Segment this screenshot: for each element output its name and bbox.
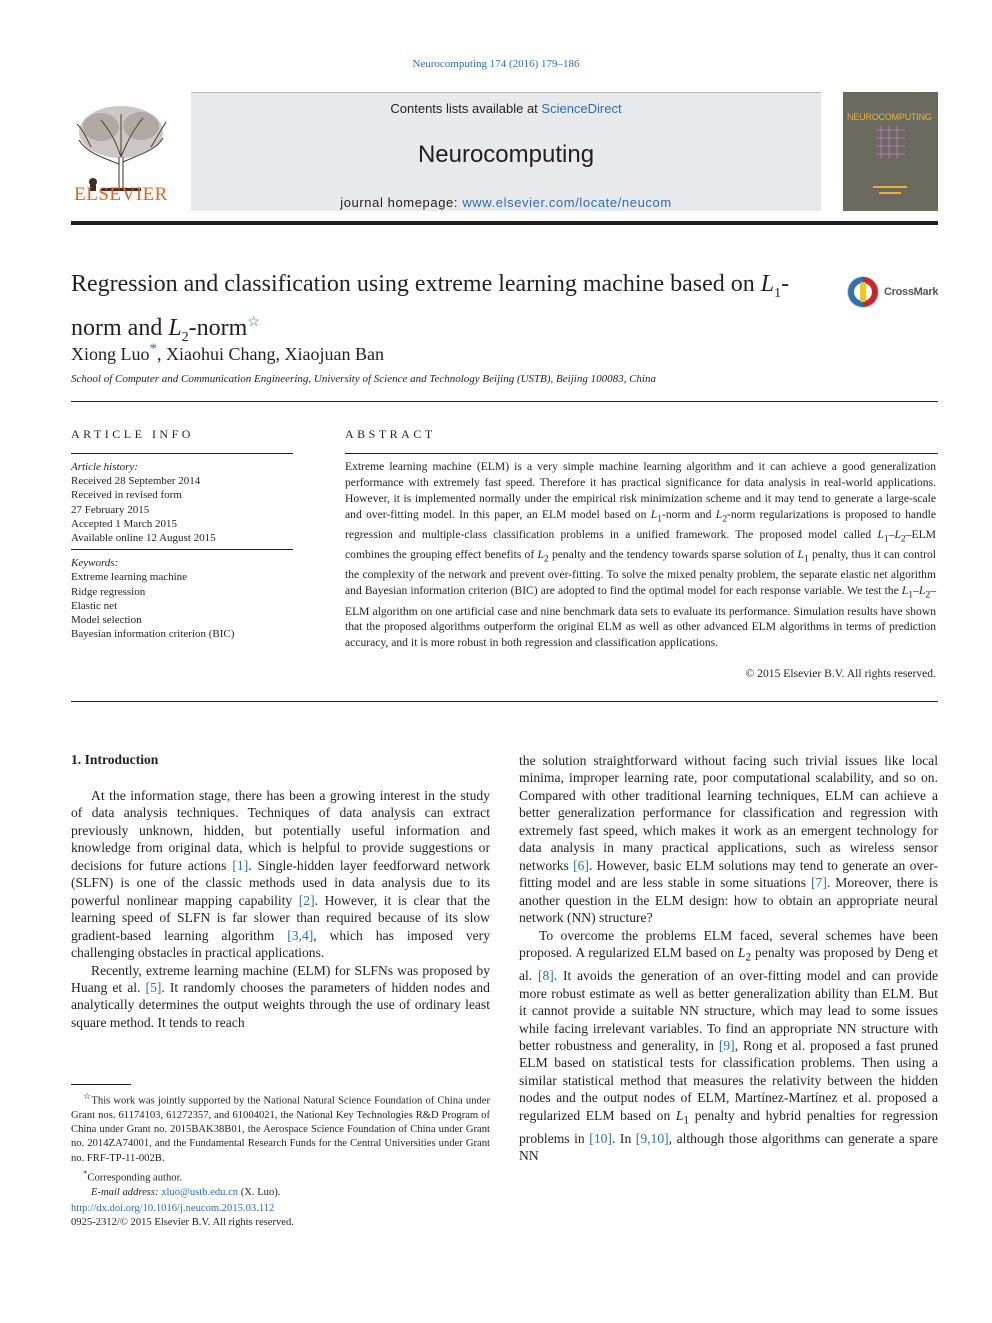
article-title	[71, 270, 831, 352]
history-item: Accepted 1 March 2015	[71, 517, 177, 530]
article-info-rule	[71, 453, 293, 454]
issn-line: 0925-2312/© 2015 Elsevier B.V. All rights reserved.	[71, 1217, 294, 1229]
cover-pattern-icon	[843, 92, 938, 211]
affiliation: School of Computer and Communication Engineering, University of Science and Technology Beijing (USTB), Beijing 100083, China	[71, 373, 656, 385]
citation-link[interactable]: [10]	[589, 1130, 612, 1146]
history-label: Article history:	[71, 461, 138, 473]
footnote-rule	[71, 1084, 131, 1085]
keyword: Extreme learning machine	[71, 571, 188, 584]
title-footnote-star[interactable]: ☆	[247, 314, 260, 330]
email-link[interactable]: xluo@ustb.edu.cn	[161, 1186, 239, 1198]
citation-link[interactable]: [8]	[537, 968, 554, 984]
title-part2: -norm and	[71, 271, 790, 341]
cover-title: NEUROCOMPUTING	[847, 112, 932, 122]
journal-citation[interactable]: Neurocomputing 174 (2016) 179–186	[412, 58, 580, 70]
footnote-star: ☆	[83, 1091, 92, 1101]
title-L2: L	[168, 314, 182, 341]
footnotes	[71, 1089, 490, 1200]
history-item: Received 28 September 2014	[71, 475, 201, 488]
doi-block	[71, 1202, 294, 1231]
masthead-rule	[71, 221, 938, 225]
citation-link[interactable]: [3,4]	[287, 927, 314, 943]
history-item: Available online 12 August 2015	[71, 532, 216, 545]
email-footnote: E-mail address: xluo@ustb.edu.cn (X. Luo).	[91, 1186, 281, 1198]
keyword: Model selection	[71, 614, 142, 627]
corresponding-author-mark[interactable]: *	[149, 341, 157, 357]
citation-link[interactable]: [7]	[811, 875, 827, 891]
journal-masthead	[71, 92, 938, 219]
body-column-left	[71, 787, 490, 1031]
keywords-label: Keywords:	[71, 557, 119, 570]
header-rule	[71, 401, 938, 402]
paragraph: Recently, extreme learning machine (ELM) for SLFNs was proposed by Huang et al. [5]. It randomly chooses the parameters of hidden nodes and analytically determines the output weights through the use of ordinary least square method. It tends to reach	[71, 962, 490, 1030]
citation-link[interactable]: [6]	[573, 857, 589, 873]
corresponding-footnote: *Corresponding author.	[83, 1168, 183, 1184]
paragraph: At the information stage, there has been a growing interest in the study of data analysis techniques. Techniques of data analysis can extract previously unknown, hidden, but potentially useful information and knowledge from original data, which is helpful to provide suggestions or decisions for future actions [1]. Single-hidden layer feedforward network (SLFN) is one of the classic methods used in data analysis due to its powerful nonlinear mapping capability [2]. However, it is clear that the learning speed of SLFN is far slower than required because of its slow gradient-based learning algorithm [3,4], which has imposed very challenging obstacles in practical applications.	[71, 788, 490, 961]
section-heading-introduction: 1. Introduction	[71, 752, 159, 767]
title-sub2: 2	[181, 329, 189, 345]
history-item: Received in revised form	[71, 489, 182, 502]
paragraph: the solution straightforward without facing such trivial issues like local minima, improper learning rate, poor computational scalability, and so on. Compared with other traditional learning techniques, ELM can achieve a better generalization performance for classification and regression with extremely fast speed, which makes it work as an emergent technology for data analysis in many practical applications, such as wireless sensor networks [6]. However, basic ELM solutions may tend to generate an over-fitting model and are less stable in some situations [7]. Moreover, there is another question in the ELM design: how to obtain an appropriate neural network (NN) structure?	[519, 753, 939, 926]
citation-link[interactable]: [1]	[232, 857, 249, 873]
abstract-text: Extreme learning machine (ELM) is a very simple machine learning algorithm and it can achieve a good generalization performance with extremely fast speed. Therefore it has practical significance for data analysis in real-world applications. However, it is implemented normally under the empirical risk minimization scheme and it may tend to generate a large-scale and over-fitting model. In this paper, an ELM model based on $L_1$-norm and $L_2$-norm regularizations is proposed to handle regression and multiple-class classification problems in a unified framework. The proposed model called $L_1-L_2$–ELM combines the grouping effect benefits of $L_2$ penalty and the tendency towards sparse solution of $L_1$ penalty, thus it can control the complexity of the network and prevent over-fitting. To solve the mixed penalty problem, the separate elastic net algorithm and Bayesian information criterion (BIC) are adopted to find the optimal model for each response variable. We test the $L_1-L_2$–ELM algorithm on one artificial case and nine benchmark data sets to evaluate its performance. Simulation results have shown that the proposed algorithms outperform the original ELM as well as other advanced ELM algorithms in terms of prediction accuracy, and it is more robust in both regression and classification applications.	[345, 460, 937, 650]
keywords-rule	[71, 549, 293, 550]
body-column-right	[519, 752, 938, 1165]
abstract-copyright: © 2015 Elsevier B.V. All rights reserved.	[745, 667, 936, 680]
title-part3: -norm	[188, 314, 248, 341]
article-info	[71, 460, 293, 641]
journal-cover-thumbnail[interactable]	[843, 92, 938, 211]
keyword: Ridge regression	[71, 585, 146, 598]
keyword: Bayesian information criterion (BIC)	[71, 628, 235, 641]
keyword: Elastic net	[71, 599, 118, 612]
author-1: Xiong Luo	[71, 344, 150, 364]
abstract-heading: ABSTRACT	[345, 427, 436, 441]
homepage-prefix: journal homepage:	[340, 195, 463, 210]
sciencedirect-link[interactable]: ScienceDirect	[541, 101, 622, 116]
citation-link[interactable]: [9]	[718, 1037, 735, 1053]
title-L1: L	[760, 271, 775, 297]
other-authors: , Xiaohui Chang, Xiaojuan Ban	[157, 344, 384, 364]
crossmark-icon	[846, 275, 880, 309]
abstract-bottom-rule	[71, 701, 938, 702]
citation-link[interactable]: [5]	[145, 979, 162, 995]
contents-line	[191, 101, 821, 116]
title-part1: Regression and classification using extreme learning machine based on	[71, 271, 761, 297]
citation-link[interactable]: [2]	[298, 892, 315, 908]
journal-homepage-line	[191, 195, 821, 210]
journal-name: Neurocomputing	[417, 141, 595, 168]
citation-link[interactable]: [9,10]	[635, 1130, 669, 1146]
author-list	[71, 341, 384, 365]
abstract-rule	[345, 453, 938, 454]
journal-homepage-link[interactable]: www.elsevier.com/locate/neucom	[462, 195, 672, 210]
history-item: 27 February 2015	[71, 503, 150, 516]
elsevier-wordmark: ELSEVIER	[74, 184, 168, 205]
article-info-heading: ARTICLE INFO	[71, 427, 194, 441]
title-sub1: 1	[774, 285, 782, 301]
paragraph: To overcome the problems ELM faced, several schemes have been proposed. A regularized ELM based on $L_2$ penalty was proposed by Deng et al. [8]. It avoids the generation of an over-fitting model and can provide more robust estimate as well as better generalization ability than ELM. But it cannot provide a suitable NN structure, which may lead to some issues while facing irrelevant variables. To find an appropriate NN structure with better robustness and generality, in [9], Rong et al. proposed a fast pruned ELM based on statistical tests for classification problems. Then using a similar statistical method that measures the relativity between the hidden nodes and the output nodes of ELM, Martínez-Martínez et al. proposed a regularized ELM based on $L_1$ penalty and hybrid penalties for regression problems in [10]. In [9,10], although those algorithms can generate a spare NN	[519, 927, 939, 1164]
crossmark-label: CrossMark	[884, 286, 939, 298]
journal-header-box	[191, 92, 821, 211]
funding-footnote: ☆This work was jointly supported by the National Natural Science Foundation of China under Grant nos. 61174103, 61272357, and 61004021, the National Key Technologies R&D Program of China under Grant no. 2015BAK38B01, the Aerospace Science Foundation of China under Grant no. 2014ZA74001, and the Fundamental Research Funds for the Central Universities under Grant no. FRF-TP-11-002B.	[71, 1091, 491, 1164]
contents-prefix: Contents lists available at	[390, 101, 542, 116]
doi-link[interactable]: http://dx.doi.org/10.1016/j.neucom.2015.03.112	[71, 1203, 275, 1214]
crossmark-badge[interactable]	[846, 275, 941, 311]
